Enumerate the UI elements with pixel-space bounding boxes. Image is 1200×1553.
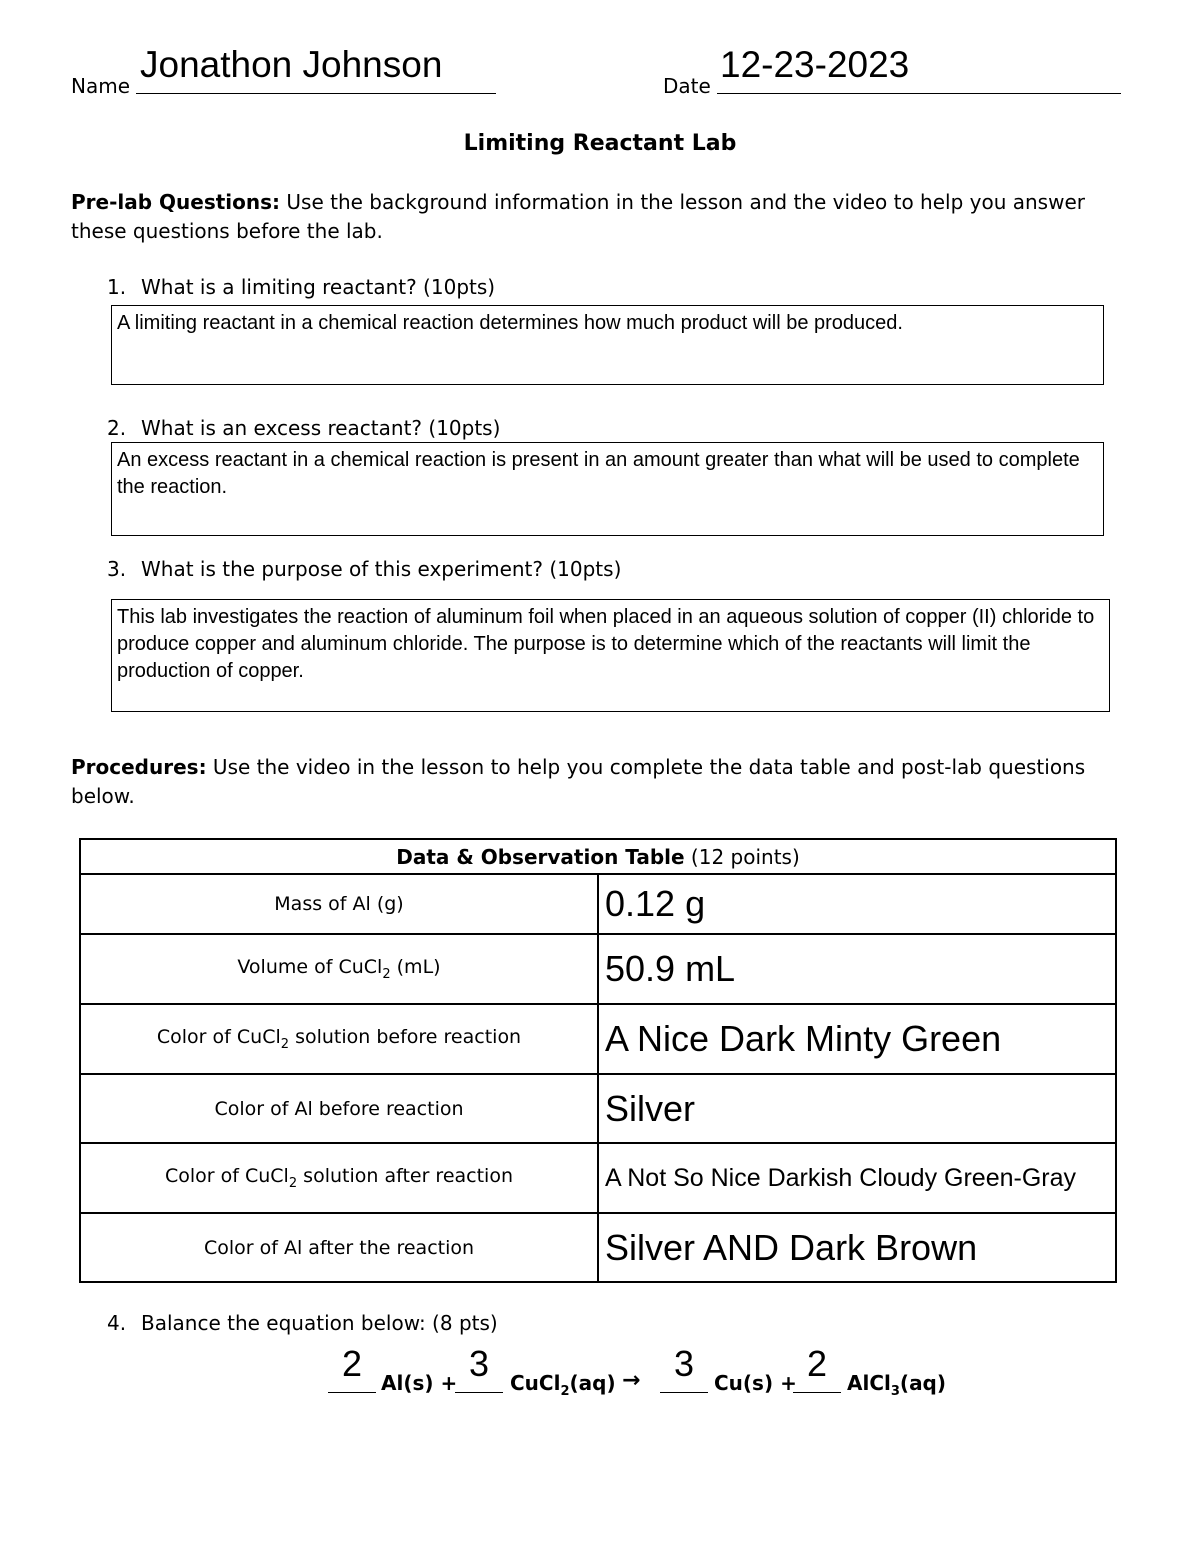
prelab-heading: Pre-lab Questions: (71, 190, 281, 214)
name-value[interactable]: Jonathon Johnson (140, 44, 443, 85)
question-4-text: Balance the equation below: (8 pts) (141, 1311, 498, 1335)
row-label-color-al-after: Color of Al after the reaction (80, 1213, 598, 1282)
row-value-volume-cucl2[interactable]: 50.9 mL (598, 934, 1116, 1004)
table-row (80, 1004, 1116, 1074)
row-label-volume-cucl2 (80, 934, 598, 1004)
coef-2-value[interactable]: 3 (468, 1343, 490, 1384)
species-cucl2 (510, 1371, 616, 1399)
table-row (80, 874, 1116, 934)
table-row (80, 1213, 1116, 1282)
row-label-color-cucl2-after (80, 1143, 598, 1213)
coef-3-blank[interactable] (660, 1392, 708, 1393)
table-header-row (80, 839, 1116, 874)
coef-3-value[interactable]: 3 (673, 1343, 695, 1384)
question-3-number: 3. (107, 557, 127, 581)
label-text: solution before reaction (289, 1026, 522, 1049)
question-2-number: 2. (107, 416, 127, 440)
label-text: solution after reaction (297, 1165, 513, 1188)
coef-4-blank[interactable] (793, 1392, 841, 1393)
label-subscript: 2 (382, 966, 391, 982)
coef-4-value[interactable]: 2 (806, 1343, 828, 1384)
name-underline (136, 93, 496, 94)
question-1 (107, 275, 495, 299)
label-subscript: 2 (280, 1036, 290, 1052)
answer-2-box[interactable]: An excess reactant in a chemical reaction is present in an amount greater than what will be used to complete the reaction. (111, 442, 1104, 536)
label-text: Volume of CuCl (237, 956, 383, 979)
species-text: (aq) (899, 1371, 947, 1395)
table-title (80, 839, 1116, 874)
label-text: Color of CuCl (164, 1165, 289, 1188)
species-al: Al(s) + (381, 1371, 458, 1395)
row-value-color-al-before[interactable]: Silver (598, 1074, 1116, 1143)
question-1-number: 1. (107, 275, 127, 299)
coef-2-blank[interactable] (455, 1392, 503, 1393)
procedures-text: Use the video in the lesson to help you complete the data table and post-lab questions below. (71, 755, 1086, 808)
question-1-text: What is a limiting reactant? (10pts) (141, 275, 496, 299)
species-text: CuCl (510, 1371, 561, 1395)
date-value[interactable]: 12-23-2023 (720, 44, 910, 85)
species-alcl3 (847, 1371, 946, 1399)
label-text: (mL) (390, 956, 441, 979)
procedures-heading: Procedures: (71, 755, 207, 779)
answer-3-box[interactable]: This lab investigates the reaction of aluminum foil when placed in an aqueous solution of copper (II) chloride to produce copper and aluminum chloride. The purpose is to determine which of the reactants will limit the production of copper. (111, 599, 1110, 712)
row-value-color-cucl2-before[interactable]: A Nice Dark Minty Green (598, 1004, 1116, 1074)
row-label-color-cucl2-before (80, 1004, 598, 1074)
question-2-text: What is an excess reactant? (10pts) (141, 416, 501, 440)
answer-1-box[interactable]: A limiting reactant in a chemical reaction determines how much product will be produced. (111, 305, 1104, 385)
coef-1-value[interactable]: 2 (341, 1343, 363, 1384)
reaction-arrow: → (622, 1368, 641, 1393)
species-subscript: 3 (890, 1384, 900, 1399)
row-value-mass-al[interactable]: 0.12 g (598, 874, 1116, 934)
name-label: Name (71, 74, 131, 98)
species-text: AlCl (847, 1371, 891, 1395)
question-3-text: What is the purpose of this experiment? (10pts) (141, 557, 622, 581)
species-subscript: 2 (560, 1384, 570, 1399)
data-observation-table (79, 838, 1117, 1283)
species-cu: Cu(s) + (714, 1371, 797, 1395)
row-label-color-al-before: Color of Al before reaction (80, 1074, 598, 1143)
table-title-bold: Data & Observation Table (396, 844, 685, 869)
question-4 (107, 1311, 498, 1335)
table-row (80, 934, 1116, 1004)
row-label-mass-al: Mass of Al (g) (80, 874, 598, 934)
procedures-paragraph (71, 753, 1131, 811)
label-subscript: 2 (288, 1175, 298, 1191)
page-title: Limiting Reactant Lab (463, 131, 737, 156)
question-4-number: 4. (107, 1311, 127, 1335)
table-title-points: (12 points) (684, 844, 800, 869)
date-label: Date (663, 74, 711, 98)
row-value-color-cucl2-after[interactable]: A Not So Nice Darkish Cloudy Green-Gray (598, 1143, 1116, 1213)
coef-1-blank[interactable] (328, 1392, 376, 1393)
question-2 (107, 416, 500, 440)
species-text: (aq) (569, 1371, 616, 1395)
row-value-color-al-after[interactable]: Silver AND Dark Brown (598, 1213, 1116, 1282)
question-3 (107, 557, 621, 581)
table-row (80, 1074, 1116, 1143)
date-underline (717, 93, 1121, 94)
table-row (80, 1143, 1116, 1213)
label-text: Color of CuCl (156, 1026, 281, 1049)
prelab-text: Use the background information in the lesson and the video to help you answer these questions before the lab. (71, 190, 1085, 243)
prelab-paragraph (71, 188, 1131, 246)
